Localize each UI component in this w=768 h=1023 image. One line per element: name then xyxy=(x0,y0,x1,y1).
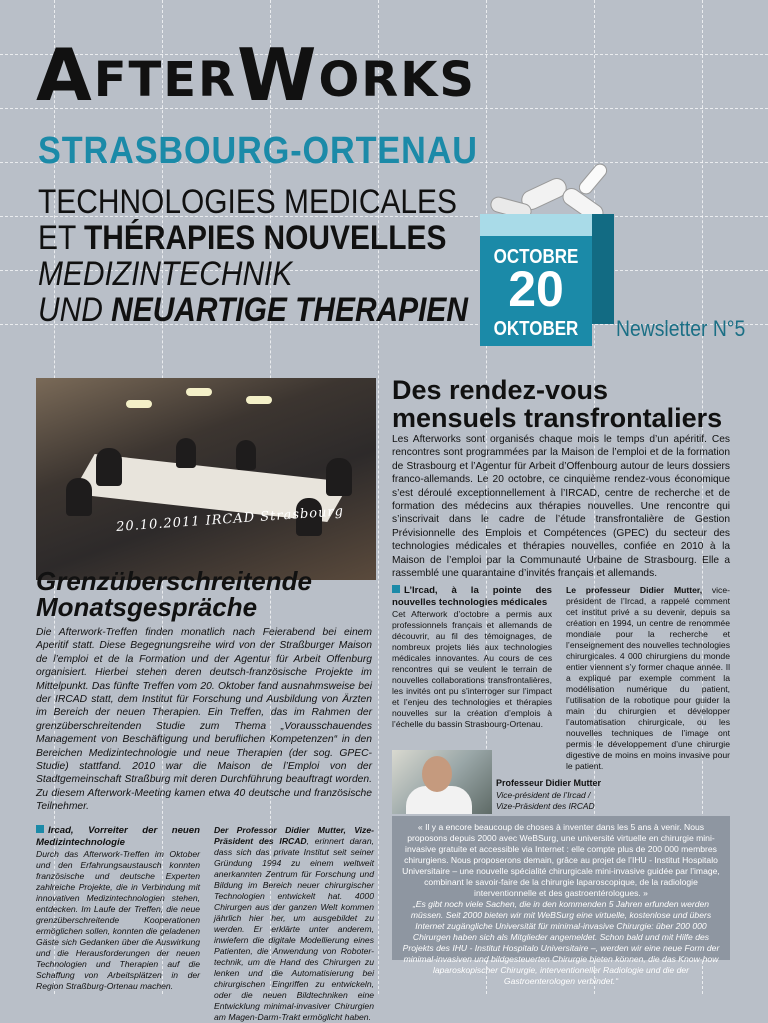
de-column-1-heading-text: Ircad, Vorreiter der neuen Medizintechnologie xyxy=(36,825,200,848)
theme-line-3: MEDIZINTECHNIK xyxy=(38,255,293,293)
de-title: Grenzüberschreitende Monatsgespräche xyxy=(36,566,312,622)
square-bullet-icon xyxy=(392,585,400,593)
logo-letter: A xyxy=(36,33,94,117)
fr-intro: Les Afterworks sont organisés chaque mois le temps d’un apéritif. Ces rencontres sont programmées par la Maison de l’emploi et de la formation de Strasbourg et l’Agentur für Arbeit d’Offenbourg autour de leurs dossiers franco-allemands. Le 20 octobre, ce cinquième rendez-vous économique s’est déroulé exceptionnellement à l’IRCAD, centre de recherche et de formation des médecins aux thérapies nouvelles. Une rencontre qui s’inscrivait dans le cadre de l’étude transfrontalière de Gestion Prévisionnelle des Emplois et Compétences (GPEC) du secteur des technologies médicales et thérapies nouvelles, confiée en 2010 à la Maison de l’emploi par la Communauté Urbaine de Strasbourg. Elle a rassemblé une quarantaine d’invités français et allemands. xyxy=(392,434,730,580)
de-column-1-heading xyxy=(36,825,200,849)
logo-letters: FTER xyxy=(93,52,238,108)
theme-line-4-prefix: UND xyxy=(38,291,112,329)
logo-letter: W xyxy=(237,33,319,117)
theme-line-1: TECHNOLOGIES MEDICALES xyxy=(38,183,457,221)
fr-column-1-heading xyxy=(392,585,552,609)
portrait-name: Professeur Didier Mutter xyxy=(496,778,602,788)
fr-column-2-heading: Le professeur Didier Mutter, xyxy=(566,585,703,595)
fr-column-2 xyxy=(566,585,730,772)
de-column-1 xyxy=(36,825,200,992)
theme-line-2-prefix: ET xyxy=(38,219,85,257)
fr-column-1-body: Cet Afterwork d’octobre a permis aux professionnels français et allemands de découvrir, au fil des témoignages, de nombreux projets liés aux technologies médicales innovantes. Au cours de ces rencontres qui se veulent le terrain de nouvelles collaborations transfrontalières, les invités ont pu s’interroger sur l’impact et l’enjeu des technologies et thérapies nouvelles sur la création d’emplois à l’échelle du bassin Strasbourg-Ortenau. xyxy=(392,609,552,729)
de-column-1-body: Durch das Afterwork-Treffen im Oktober und den Erfahrungsaustausch konnten französische und deutsche Experten zahlreiche Projekte, die in Verbindung mit innovativen Medizintechnologien stehen, entdecken. Im Laufe der Treffen, die neue grenzüberschreitende Kooperationen ermöglichen sollen, konnten die geladenen Gäste sich Gedanken über die Auswirkung und die Herausforderungen der neuen Technologien und Therapien auf die Schaffung von Arbeitsplätzen in der Region Straßburg-Ortenau machen. xyxy=(36,849,200,991)
theme-line-2-bold: THÉRAPIES NOUVELLES xyxy=(84,219,447,257)
portrait-role-fr: Vice-président de l’Ircad / xyxy=(496,790,591,800)
photo-caption: 20.10.2011 IRCAD Strasbourg xyxy=(115,504,345,535)
logo-letters: ORKS xyxy=(318,52,476,108)
month-de: OKTOBER xyxy=(493,318,579,340)
theme-line-4 xyxy=(38,292,468,328)
square-bullet-icon xyxy=(36,825,44,833)
fr-column-1-heading-text: L’Ircad, à la pointe des nouvelles technologies médicales xyxy=(392,585,552,608)
fr-column-2-body: vice-président de l’Ircad, a rappelé comment cet institut privé a su devenir, depuis sa création en 1994, un centre de renommée mondiale pour la recherche et l’enseignement des nouvelles technologies chirurgicales. 4 000 chirurgiens du monde entier viennent s’y former chaque année. Il a expliqué par exemple comment la modélisation numérique du patient, l’utilisation de la robotique pour guider la main du chirurgien et développer l’automatisation chirurgicale, ou les nouvelles techniques de l’image ont permis le développement d’une chirurgie digestive de moins en moins invasive pour le patient. xyxy=(566,585,730,771)
quote-fr: « Il y a encore beaucoup de choses à inventer dans les 5 ans à venir. Nous proposons depuis 2000 avec WeBSurg, une université virtuelle en chirurgie mini-invasive gratuite et accessible via Internet : elle compte plus de 200 000 membres chirurgiens. Nous proposerons demain, grâce au projet de l’IHU - Institut Hospitalo Universitaire – une nouvelle spécialité chirurgicale mini-invasive guidée par l’image, combinant le savoir-faire de la chirurgie laparoscopique, de la radiologie interventionnelle et des gastroentérologues. » xyxy=(402,822,720,898)
date-box xyxy=(480,236,592,346)
city-title: STRASBOURG-ORTENAU xyxy=(38,130,478,172)
portrait-photo xyxy=(392,750,492,814)
de-column-2 xyxy=(214,825,374,1023)
fr-title: Des rendez-vous mensuels transfrontaliers xyxy=(392,375,723,433)
theme-line-2 xyxy=(38,220,446,256)
portrait-role-de: Vize-Präsident des IRCAD xyxy=(496,801,595,811)
de-intro: Die Afterwork-Treffen finden monatlich nach Feierabend bei einem Aperitif statt. Diese Begegnungsreihe wird von der Straßburger Maison de l’emploi et de la Formation und der Agentur für Arbeit Offenburg organisiert. Hierbei stehen deren deutsch-französische Projekte im Mittelpunkt. Das fünfte Treffen vom 20. Oktober fand ausnahmsweise bei der IRCAD statt, dem Institut für Forschung und Ausbildung von Ärzten im Bereich der neuen Therapien. Ein Treffen, das im Rahmen der grenzüberschreitenden Studie zum Thema „Vorausschauendes Management von Beschäftigung und beruflichen Kompetenzen“ in den Bereichen Medizintechnologie und neue Therapien (der sog. GPEC-Studie) stattfand. 2010 war die Maison de l’Emploi von der Stadtgemeinschaft Straßburg mit deren Durchführung beauftragt worden. Zu diesem Afterwork-Meeting kamen etwa 40 deutsche und französische Teilnehmer. xyxy=(36,627,372,813)
quote-box xyxy=(392,816,730,986)
meeting-photo xyxy=(36,378,376,580)
portrait-role xyxy=(496,790,595,812)
theme-line-4-bold: NEUARTIGE THERAPIEN xyxy=(111,291,469,329)
de-column-2-heading: Der Professor Didier Mutter, Vize-Präsident des IRCAD xyxy=(214,825,374,846)
day: 20 xyxy=(508,261,564,317)
newsletter-number: Newsletter N°5 xyxy=(616,316,746,341)
fr-column-1 xyxy=(392,585,552,730)
quote-de: „Es gibt noch viele Sachen, die in den kommenden 5 Jahren erfunden werden müssen. Seit 2000 bieten wir mit WeBSurg eine virtuelle, kostenlose und übers Internet zugängliche Universität für minimal-invasive Chirurgie: über 200 000 Chirurgen haben sich als Mitglieder angemeldet. Schon bald und mit Hilfe des Projekts des IHU - Institut Hospitalo Universitaire –, werden wir eine neue Form der minimal-invasiven und bildgesteuerten Chirurgie bieten können, die das Know-how laparoskopischer Chirurgie, interventioneller Radiologie und die der Gastroenterologen verbindet.“ xyxy=(402,899,720,986)
month-fr: OCTOBRE xyxy=(493,246,579,268)
date-box-side xyxy=(592,214,614,324)
date-box-top xyxy=(480,214,592,236)
de-column-2-body: , erinnert daran, dass sich das private Institut seit seiner Gründung 1994 zu einem weltweit anerkannten Zentrum für Forschung und Bildung im Bereich neuer chirurgischer Technologien entwickelt hat. 4000 Chirurgen aus der ganzen Welt kommen jährlich hier her, um ausgebildet zu werden. Er erklärte unter anderem, inwiefern die digitale Modellierung eines Patienten, die Anwendung von Roboter-technik, um die Hand des Chirurgen zu lenken und die Automatisierung bei chirurgischen Eingriffen zu entwickeln, oder die neuen Bildtechniken eine Entwicklung minimal-invasiver Chirurgien am Magen-Darm-Trakt ermöglicht haben. xyxy=(214,836,374,1022)
afterworks-logo xyxy=(36,33,736,117)
